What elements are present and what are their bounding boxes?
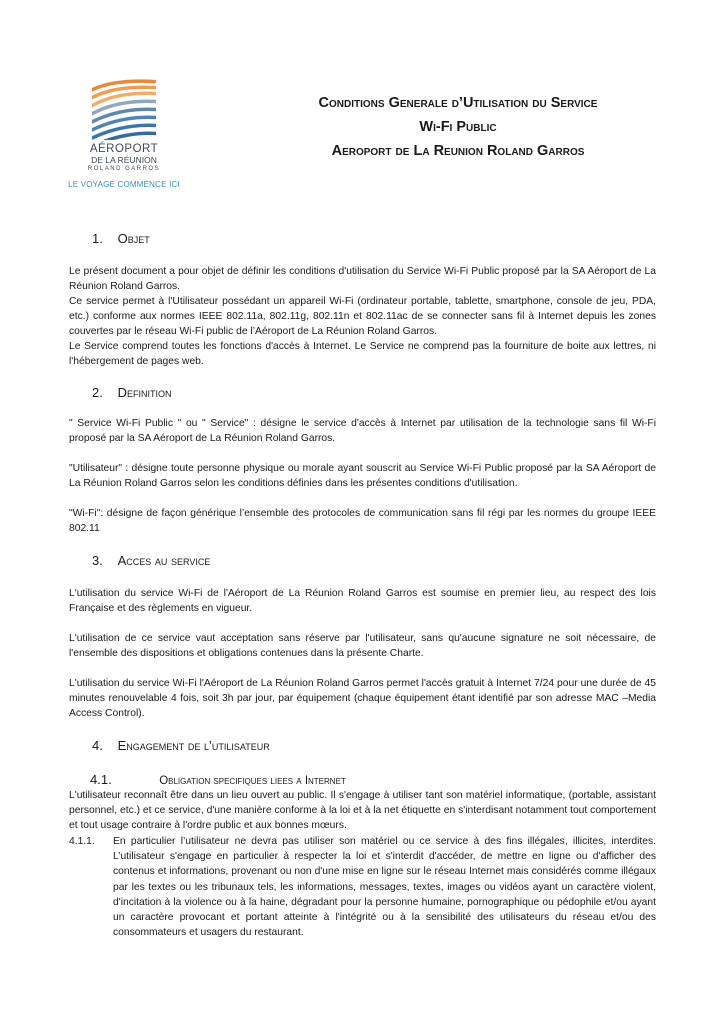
section-title: Objet [117,231,150,246]
section-title: Definition [117,385,172,400]
paragraph-acces-3: L'utilisation du service Wi-Fi l'Aéroport de La Réunion Roland Garros permet l'accès gratuit à Internet 7/24 pour une durée de 45 minutes renouvelable 4 fois, soit 3h par jour, par équipement (chaque équipement étant identifié par son adresse MAC –Media Access Control). [69,678,656,720]
section-number: 2. [92,385,103,400]
subsection-title: Obligation specifiques liees a Internet [159,775,346,787]
paragraph-definition-service: " Service Wi-Fi Public " ou " Service" : désigne le service d'accès à Internet par utilisation de la technologie sans fil Wi-Fi proposé par la SA Aéroport de La Réunion Roland Garros. [69,418,656,445]
logo-tagline: LE VOYAGE COMMENCE ICI [68,180,180,189]
paragraph-acces-2: L'utilisation de ce service vaut acceptation sans réserve par l'utilisateur, sans qu'aucune signature ne soit nécessaire, de l'ensemble des dispositions et obligations contenues dans la présente Charte. [69,633,656,660]
airport-logo [64,74,184,189]
subsection-number: 4.1. [90,772,112,787]
paragraph-engagement-1: L'utilisateur reconnaît être dans un lieu ouvert au public. Il s'engage à utiliser tant son matériel informatique, (portable, assistant personnel, etc.) et ce service, d'une manière conforme à la loi et à la net étiquette en s'interdisant notamment tout comportement et tout usage contraire à l'ordre public et aux bonnes mœurs. [69,790,656,832]
title-line-3: Aeroport de La Reunion Roland Garros [331,143,585,159]
paragraph-definition-wifi: "Wi-Fi": désigne de façon générique l’ensemble des protocoles de communication sans fil régi par les normes du groupe IEEE 802.11 [69,508,656,535]
section-number: 4. [92,738,103,753]
logo-line-2: DE LA RÉUNION [91,155,157,165]
paragraph-acces-1: L'utilisation du service Wi-Fi de l'Aéroport de La Réunion Roland Garros est soumise en premier lieu, au respect des lois Française et des règlements en vigueur. [69,588,656,615]
paragraph-objet-2: Ce service permet à l'Utilisateur possédant un appareil Wi-Fi (ordinateur portable, tablette, smartphone, console de jeu, PDA, etc.) conforme aux normes IEEE 802.11a, 802.11g, 802.11n et 802.11ac de se connecter sans fil à Internet depuis les zones couvertes par le réseau Wi-Fi public de l’Aéroport de La Réunion Roland Garros. [69,296,656,338]
clause-number: 4.1.1. [69,836,95,847]
section-heading-definition [92,385,172,400]
title-line-2: Wi-Fi Public [419,119,497,135]
subsection-heading-4-1 [90,772,346,787]
logo-stripes-icon [92,74,156,140]
title-line-1: Conditions Generale d’Utilisation du Service [318,95,598,111]
logo-line-1: AÉROPORT [89,143,159,155]
section-number: 1. [92,231,103,246]
paragraph-objet-3: Le Service comprend toutes les fonctions d'accès à Internet. Le Service ne comprend pas la fourniture de boite aux lettres, ni l'hébergement de pages web. [69,341,656,368]
section-heading-acces [92,553,210,568]
paragraph-definition-utilisateur: "Utilisateur" : désigne toute personne physique ou morale ayant souscrit au Service Wi-Fi Public proposé par la SA Aéroport de La Réunion Roland Garros selon les conditions définies dans les présentes conditions d'utilisation. [69,463,656,490]
logo-line-3: ROLAND GARROS [87,166,161,172]
section-title: Engagement de l’utilisateur [117,738,270,753]
section-heading-engagement [92,738,270,753]
section-heading-objet [92,231,150,246]
paragraph-objet-1: Le présent document a pour objet de définir les conditions d'utilisation du Service Wi-Fi Public proposé par la SA Aéroport de La Réunion Roland Garros. [69,266,656,293]
section-number: 3. [92,553,103,568]
clause-text: En particulier l’utilisateur ne devra pas utiliser son matériel ou ce service à des fins illégales, illicites, interdites. L’utilisateur s'engage en particulier à respecter la loi et s'interdit d'accéder, de mettre en ligne ou d'afficher des contenus et informations, provenant ou non d'une mise en ligne sur le réseau Internet mais considérés comme illégaux par les textes ou les tribunaux tels, les informations, messages, textes, images ou vidéos ayant un caractère violent, d'incitation à la violence ou à la haine, dégradant pour la personne humaine, pornographique ou pédophile et/ou ayant un caractère provocant et portant atteinte à l'intégrité ou à la sensibilité des utilisateurs du réseau et/ou des consommateurs et usagers du restaurant. [113,836,656,939]
document-title [250,91,666,163]
section-title: Acces au service [117,553,211,568]
clause-4-1-1 [69,834,656,940]
